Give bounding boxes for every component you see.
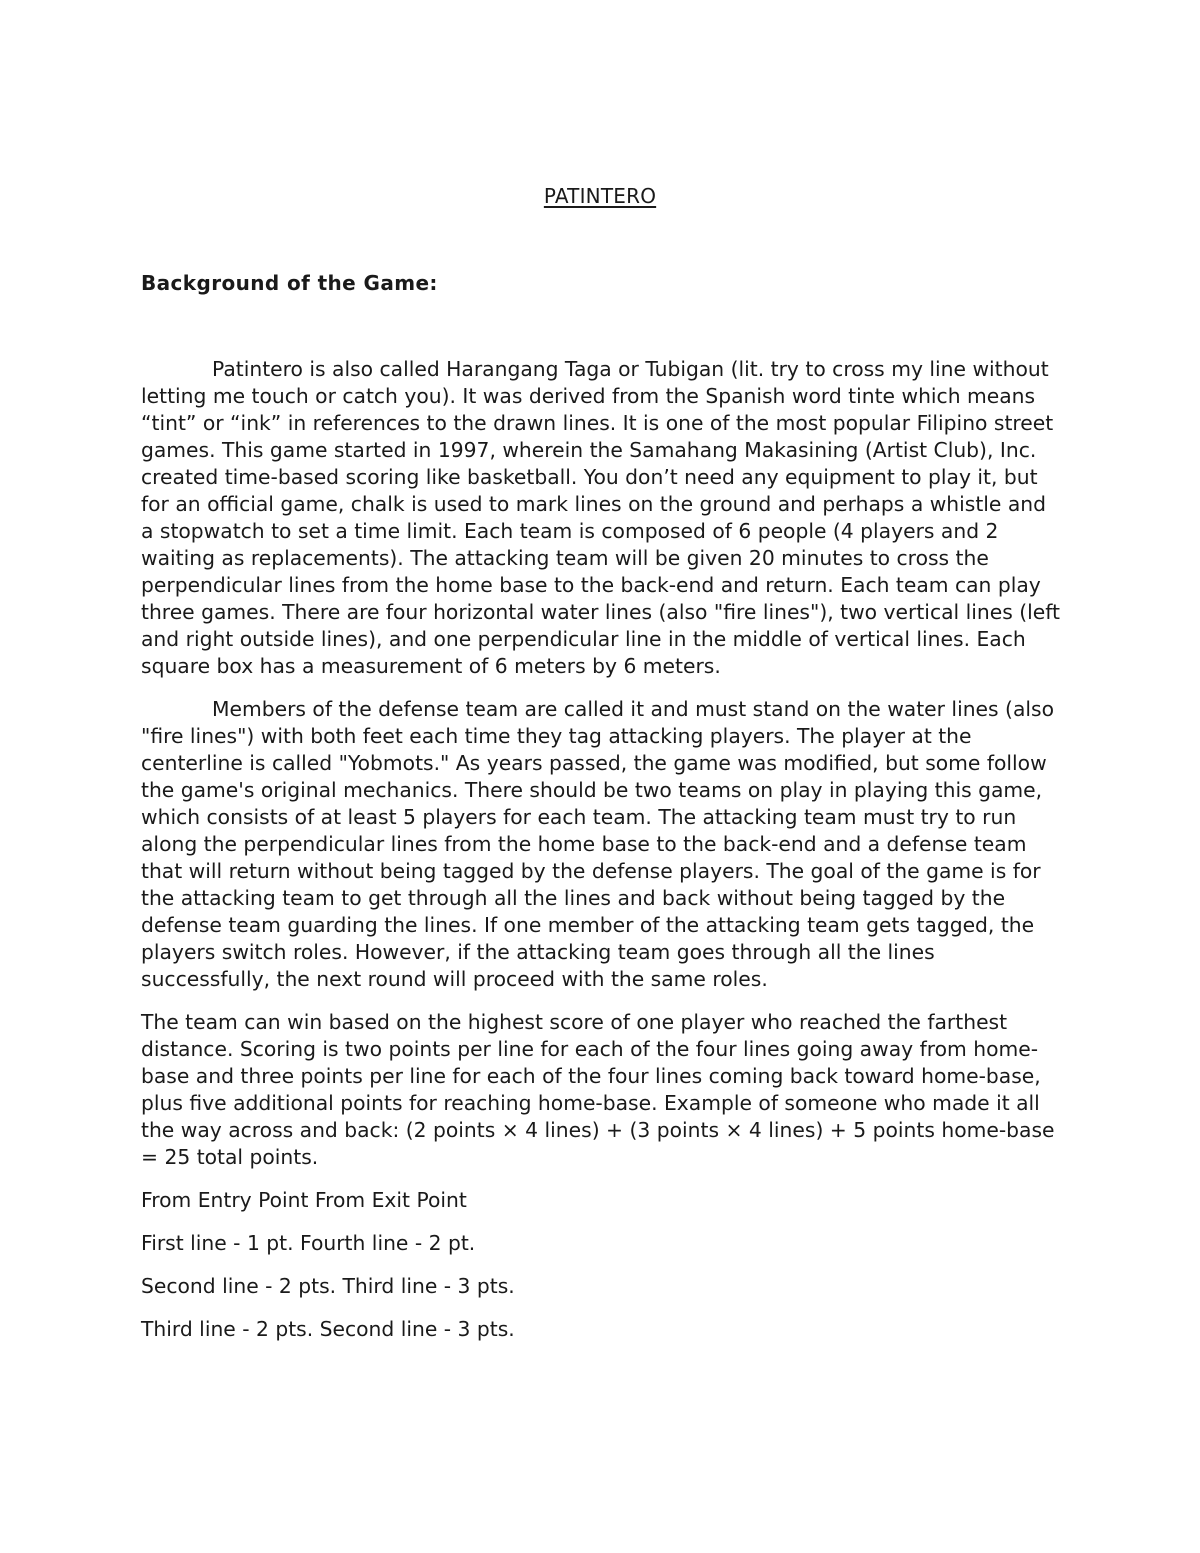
paragraph-scoring: The team can win based on the highest score of one player who reached the farthest distance. Scoring is two points per line for each of the four lines going away from home-base and three points per line for each of the four lines coming back toward home-base, plus five additional points for reaching home-base. Example of someone who made it all the way across and back: (2 points × 4 lines) + (3 points × 4 lines) + 5 points home-base = 25 total points. [141,1010,1055,1169]
scoring-row-second-line: Second line - 2 pts. Third line - 3 pts. [141,1274,515,1298]
scoring-table-header: From Entry Point From Exit Point [141,1188,467,1212]
paragraph-background: Patintero is also called Harangang Taga or Tubigan (lit. try to cross my line without letting me touch or catch you). It was derived from the Spanish word tinte which means “tint” or “ink” in references to the drawn lines. It is one of the most popular Filipino street games. This game started in 1997, wherein the Samahang Makasining (Artist Club), Inc. created time-based scoring like basketball. You don’t need any equipment to play it, but for an official game, chalk is used to mark lines on the ground and perhaps a whistle and a stopwatch to set a time limit. Each team is composed of 6 people (4 players and 2 waiting as replacements). The attacking team will be given 20 minutes to cross the perpendicular lines from the home base to the back-end and return. Each team can play three games. There are four horizontal water lines (also "fire lines"), two vertical lines (left and right outside lines), and one perpendicular line in the middle of vertical lines. Each square box has a measurement of 6 meters by 6 meters. [141,357,1060,678]
scoring-row-third-line: Third line - 2 pts. Second line - 3 pts. [141,1317,515,1341]
section-heading: Background of the Game: [141,271,438,295]
paragraph-defense-team: Members of the defense team are called it and must stand on the water lines (also "fire lines") with both feet each time they tag attacking players. The player at the centerline is called "Yobmots." As years passed, the game was modified, but some follow the game's original mechanics. There should be two teams on play in playing this game, which consists of at least 5 players for each team. The attacking team must try to run along the perpendicular lines from the home base to the back-end and a defense team that will return without being tagged by the defense players. The goal of the game is for the attacking team to get through all the lines and back without being tagged by the defense team guarding the lines. If one member of the attacking team gets tagged, the players switch roles. However, if the attacking team goes through all the lines successfully, the next round will proceed with the same roles. [141,697,1054,991]
document-title: PATINTERO [543,184,657,208]
scoring-row-first-line: First line - 1 pt. Fourth line - 2 pt. [141,1231,476,1255]
document-body [141,356,1061,1359]
